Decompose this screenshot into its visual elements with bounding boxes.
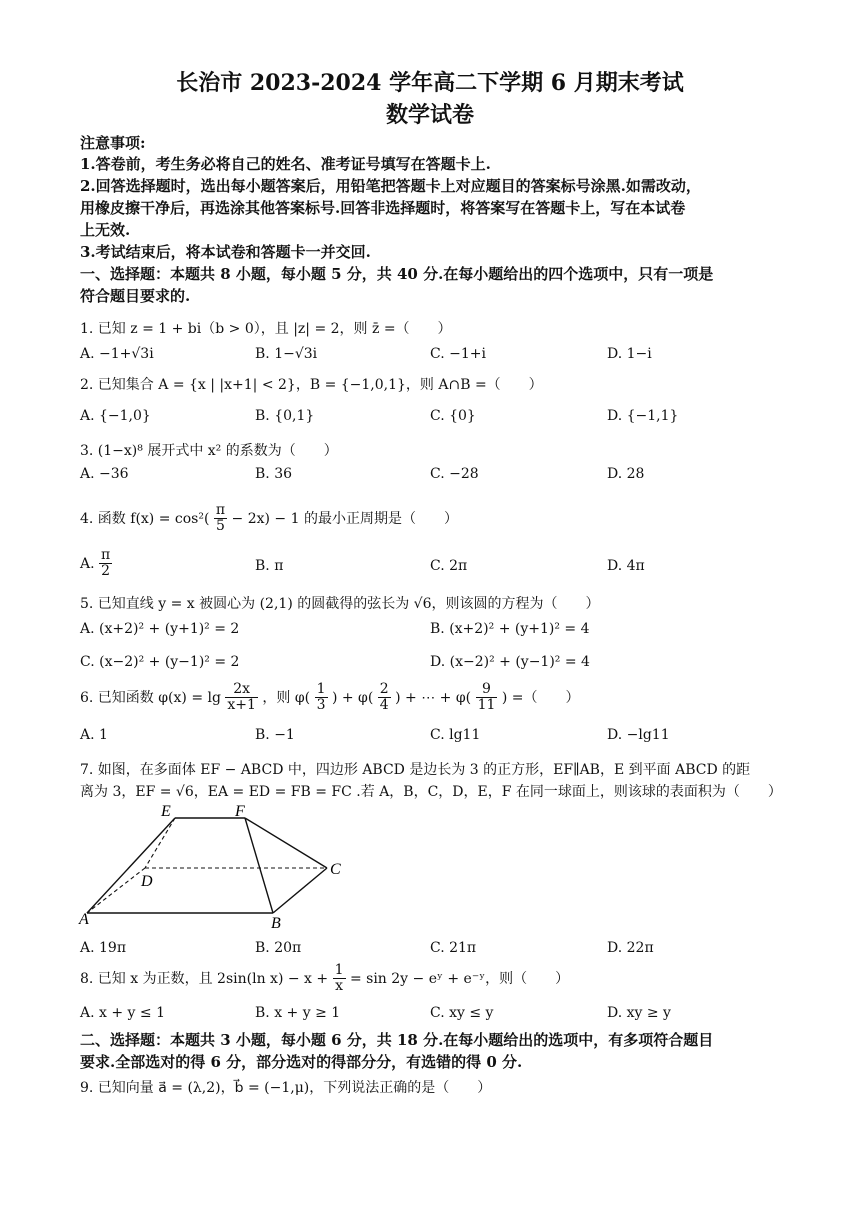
option-b: B. x + y ≥ 1 — [255, 1005, 341, 1021]
question-3-stem: 3. (1−x)⁸ 展开式中 x² 的系数为（ ） — [80, 443, 338, 459]
numerator: 1 — [316, 681, 326, 697]
fraction — [225, 682, 258, 714]
option-a — [80, 548, 112, 580]
numerator: π — [215, 502, 226, 518]
option-c: C. 21π — [430, 940, 477, 956]
fraction — [476, 682, 498, 714]
q6-stem-part: 6. 已知函数 φ(x) = lg — [80, 689, 221, 706]
q8-stem-part: 8. 已知 x 为正数，且 2sin(ln x) − x + — [80, 970, 329, 987]
question-1-stem: 1. 已知 z = 1 + bi（b > 0），且 |z| = 2，则 z̄ =（ ） — [80, 321, 452, 337]
vertex-label-c: C — [330, 861, 341, 878]
denominator: 4 — [379, 697, 389, 714]
fraction — [333, 963, 346, 995]
option-label: A. — [80, 555, 95, 572]
section-2-heading: 要求.全部选对的得 6 分，部分选对的得部分分，有选错的得 0 分. — [80, 1053, 523, 1071]
q4-stem-part: 4. 函数 f(x) = cos²( — [80, 510, 210, 527]
option-b: B. {0,1} — [255, 408, 315, 424]
option-a: A. −36 — [80, 466, 129, 482]
option-a: A. −1+√3i — [80, 346, 154, 362]
option-d: D. {−1,1} — [607, 408, 679, 424]
section-1-heading: 符合题目要求的. — [80, 287, 191, 305]
exam-subtitle: 数学试卷 — [385, 102, 474, 128]
notice-line: 用橡皮擦干净后，再选涂其他答案标号.回答非选择题时，将答案写在答题卡上，写在本试卷 — [80, 199, 686, 217]
numerator: 2x — [225, 682, 258, 698]
option-c: C. −28 — [430, 466, 479, 482]
denominator: 3 — [316, 697, 326, 714]
q6-stem-part: ) + ⋯ + φ( — [395, 689, 472, 706]
q6-stem-part: ) =（ ） — [501, 689, 580, 706]
numerator: 9 — [476, 682, 498, 698]
question-5-stem: 5. 已知直线 y = x 被圆心为 (2,1) 的圆截得的弦长为 √6，则该圆的方程为（ ） — [80, 596, 600, 612]
option-b: B. 36 — [255, 466, 293, 482]
section-2-heading: 二、选择题：本题共 3 小题，每小题 6 分，共 18 分.在每小题给出的选项中，有多项符合题目 — [80, 1031, 714, 1049]
notice-line: 上无效. — [80, 221, 131, 239]
question-8-stem — [80, 963, 780, 995]
notice-line: 1.答卷前，考生务必将自己的姓名、准考证号填写在答题卡上. — [80, 155, 491, 173]
option-a: A. (x+2)² + (y+1)² = 2 — [80, 621, 240, 637]
exam-title: 长治市 2023-2024 学年高二下学期 6 月期末考试 — [176, 70, 684, 96]
option-d: D. xy ≥ y — [607, 1005, 671, 1021]
option-c: C. {0} — [430, 408, 476, 424]
edge-da — [87, 868, 145, 913]
option-b: B. π — [255, 558, 284, 574]
option-c: C. −1+i — [430, 346, 486, 362]
edge-ea — [87, 818, 175, 913]
numerator: π — [101, 547, 111, 563]
option-a: A. 19π — [80, 940, 127, 956]
question-9-stem: 9. 已知向量 a⃗ = (λ,2)，b⃗ = (−1,μ)，下列说法正确的是（ ） — [80, 1080, 492, 1096]
fraction — [315, 682, 328, 714]
numerator: 1 — [334, 962, 344, 978]
numerator: 2 — [379, 681, 389, 697]
option-b: B. 20π — [255, 940, 302, 956]
option-a: A. x + y ≤ 1 — [80, 1005, 165, 1021]
fraction — [99, 548, 112, 580]
q6-stem-part: ，则 φ( — [262, 689, 311, 706]
option-a: A. 1 — [80, 727, 108, 743]
vertex-label-f: F — [235, 803, 245, 820]
edge-ed — [145, 818, 175, 868]
option-a: A. {−1,0} — [80, 408, 151, 424]
polyhedron-figure — [75, 800, 355, 930]
option-d: D. 1−i — [607, 346, 652, 362]
denominator: 11 — [477, 697, 496, 714]
edge-bc — [273, 868, 327, 913]
option-b: B. (x+2)² + (y+1)² = 4 — [430, 621, 590, 637]
notice-line: 2.回答选择题时，选出每小题答案后，用铅笔把答题卡上对应题目的答案标号涂黑.如需改动， — [80, 177, 701, 195]
option-c: C. xy ≤ y — [430, 1005, 494, 1021]
option-c: C. 2π — [430, 558, 468, 574]
vertex-label-e: E — [161, 803, 171, 820]
vertex-label-a: A — [79, 911, 89, 928]
question-7-stem: 离为 3，EF = √6，EA = ED = FB = FC .若 A，B，C，D，E，F 在同一球面上，则该球的表面积为（ ） — [80, 784, 782, 800]
option-d: D. −lg11 — [607, 727, 670, 743]
q4-stem-part: − 2x) − 1 的最小正周期是（ ） — [231, 510, 458, 527]
option-b: B. −1 — [255, 727, 295, 743]
option-d: D. 28 — [607, 466, 645, 482]
question-6-stem — [80, 682, 780, 714]
option-d: D. (x−2)² + (y−1)² = 4 — [430, 654, 590, 670]
vertex-label-d: D — [141, 873, 153, 890]
question-7-stem: 7. 如图，在多面体 EF − ABCD 中，四边形 ABCD 是边长为 3 的正方形，EF∥AB，E 到平面 ABCD 的距 — [80, 762, 751, 778]
option-d: D. 22π — [607, 940, 654, 956]
notice-heading: 注意事项: — [80, 134, 146, 152]
notice-line: 3.考试结束后，将本试卷和答题卡一并交回. — [80, 243, 371, 261]
q6-stem-part: ) + φ( — [331, 689, 374, 706]
option-d: D. 4π — [607, 558, 645, 574]
fraction — [378, 682, 391, 714]
option-b: B. 1−√3i — [255, 346, 318, 362]
denominator: x+1 — [227, 697, 256, 714]
denominator: x — [335, 978, 343, 995]
option-c: C. (x−2)² + (y−1)² = 2 — [80, 654, 240, 670]
option-c: C. lg11 — [430, 727, 481, 743]
question-2-stem: 2. 已知集合 A = {x | |x+1| < 2}，B = {−1,0,1}，则 A∩B =（ ） — [80, 377, 543, 393]
fraction — [214, 503, 227, 535]
section-1-heading: 一、选择题：本题共 8 小题，每小题 5 分，共 40 分.在每小题给出的四个选项中，只有一项是 — [80, 265, 714, 283]
question-4-stem — [80, 503, 780, 535]
denominator: 5 — [216, 518, 225, 535]
vertex-label-b: B — [271, 915, 281, 930]
denominator: 2 — [101, 563, 111, 580]
q8-stem-part: = sin 2y − eʸ + e⁻ʸ，则（ ） — [349, 970, 570, 987]
